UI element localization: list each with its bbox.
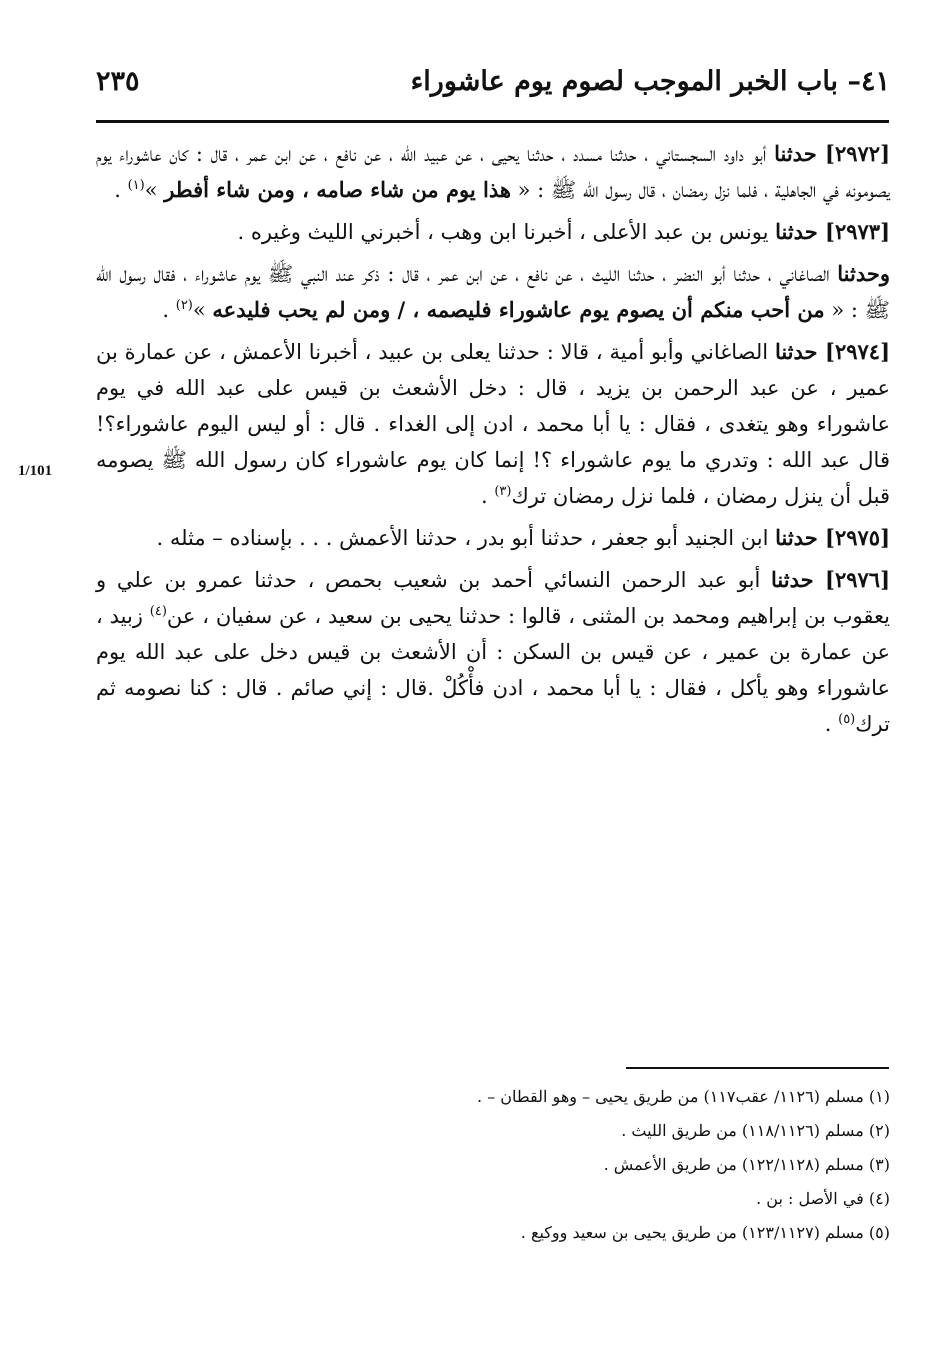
hadith-text: الصاغاني ، حدثنا أبو النضر ، حدثنا الليث ، عن نافع ، عن ابن عمر ، قال : ذكر عند النبي ﷺ يوم عاشوراء ، فقال رسول الله ﷺ : «: [96, 262, 890, 322]
hadith-text: .: [480, 484, 495, 508]
hadith-text: .: [162, 298, 176, 322]
prophetic-saying: هذا يوم من شاء صامه ، ومن شاء أفطر: [164, 177, 511, 202]
hadith-text: أبو عبد الرحمن النسائي أحمد بن شعيب بحمص ، حدثنا عمرو بن علي و يعقوب بن إبراهيم ومحمد بن المثنى ، قالوا : حدثنا يحيى بن سعيد ، عن سفيان ، عن: [96, 568, 890, 628]
footnote-item: (٥) مسلم (١٢٣/١١٢٧) من طريق يحيى بن سعيد ووكيع .: [520, 1223, 890, 1242]
hadith-text: .: [114, 178, 128, 202]
footnote-marker: (٤): [149, 604, 167, 619]
hadith-text: .: [824, 712, 839, 736]
hadith-number: [٢٩٧٦]: [813, 567, 890, 592]
hadith-text: زبيد ، عن عمارة بن عمير ، عن قيس بن السكن : أن الأشعث بن قيس دخل على عبد الله يوم عاشوراء وهو يأكل ، فقال : يا أبا محمد ، ادن فأْكُلْ .قال : إني صائم . قال : كنا نصومه ثم ترك: [96, 604, 890, 736]
hadith-paragraph: [96, 334, 890, 514]
prophetic-saying: من أحب منكم أن يصوم يوم عاشوراء فليصمه ، / ومن لم يحب فليدعه: [212, 297, 825, 322]
hadith-text: أبو داود السجستاني ، حدثنا مسدد ، حدثنا يحيى ، عن عبيد الله ، عن نافع ، عن ابن عمر ، قال : كان عاشوراء يوم يصومونه في الجاهلية ، فلما نزل رمضان ، قال رسول الله ﷺ : «: [96, 142, 890, 202]
hadith-paragraph: [96, 520, 890, 556]
page-number: ٢٣٥: [96, 66, 140, 97]
footnote-marker: (٢): [175, 298, 193, 313]
hadith-paragraph: [96, 214, 890, 250]
narration-opener: حدثنا: [775, 525, 818, 550]
hadith-text: يونس بن عبد الأعلى ، أخبرنا ابن وهب ، أخبرني الليث وغيره .: [237, 220, 776, 244]
footnote-item: (٢) مسلم (١١٨/١١٢٦) من طريق الليث .: [621, 1121, 890, 1140]
hadith-number: [٢٩٧٥]: [817, 525, 890, 550]
hadith-paragraph: [96, 256, 890, 328]
footnote-marker: (١): [127, 178, 145, 193]
footnote-item: (٤) في الأصل : بن .: [756, 1189, 890, 1208]
footnote-item: (١) مسلم (١١٢٦/ عقب١١٧) من طريق يحيى – وهو القطان – .: [477, 1087, 890, 1106]
hadith-number: [٢٩٧٢]: [816, 141, 891, 166]
margin-reference: 1/101: [18, 463, 53, 479]
footnote-divider: [626, 1067, 889, 1069]
footnote-marker: (٥): [838, 712, 856, 727]
chapter-title: ٤١– باب الخبر الموجب لصوم يوم عاشوراء: [410, 66, 890, 97]
hadith-number: [٢٩٧٤]: [817, 339, 891, 364]
narration-opener: وحدثنا: [837, 261, 890, 286]
hadith-text: ابن الجنيد أبو جعفر ، حدثنا أبو بدر ، حدثنا الأعمش . . . بإسناده – مثله .: [156, 526, 776, 550]
hadith-number: [٢٩٧٣]: [817, 219, 890, 244]
narration-opener: حدثنا: [775, 219, 818, 244]
hadith-text: »: [192, 298, 213, 322]
hadith-text: الصاغاني وأبو أمية ، قالا : حدثنا يعلى بن عبيد ، أخبرنا الأعمش ، عن عمارة بن عمير ، عن عبد الرحمن بن يزيد ، قال : دخل الأشعث بن قيس على عبد الله في يوم عاشوراء وهو يتغدى ، فقال : يا أبا محمد ، ادن إلى الغداء . قال : أو ليس اليوم عاشوراء؟! قال عبد الله : وتدري ما يوم عاشوراء ؟! إنما كان يوم عاشوراء كان رسول الله ﷺ يصومه قبل أن ينزل رمضان ، فلما نزل رمضان ترك: [96, 340, 890, 508]
header-divider: [96, 120, 889, 123]
hadith-text: »: [144, 178, 165, 202]
footnote-marker: (٣): [494, 484, 512, 499]
hadith-paragraph: [96, 136, 890, 208]
page-header: [96, 66, 890, 114]
footnote-item: (٣) مسلم (١٢٢/١١٢٨) من طريق الأعمش .: [603, 1155, 890, 1174]
hadith-body: [96, 136, 890, 748]
hadith-paragraph: [96, 562, 890, 742]
narration-opener: حدثنا: [771, 567, 814, 592]
narration-opener: حدثنا: [774, 339, 818, 364]
narration-opener: حدثنا: [774, 141, 817, 166]
footnotes: [300, 1080, 890, 1250]
